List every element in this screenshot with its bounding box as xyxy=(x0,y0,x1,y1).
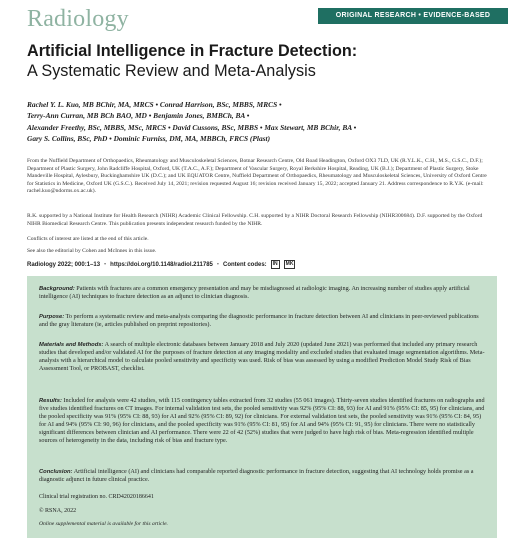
affiliations: From the Nuffield Department of Orthopaedics, Rheumatology and Musculoskeletal Sciences, Botnar Research Centre, Old Road Headington, Oxford OX3 7LD, UK (R.Y.L.K., C.H., M.S., G.S.C., D.F.); Department of Plastic Surgery, John Radcliffe Hospital, Oxford, UK (T.A.C., A.F.); Department of Vascular Surgery, Royal Berkshire Hospital, Reading, UK (B.J.); Department of Plastic Surgery, Stoke Mandeville Hospital, Aylesbury, Buckinghamshire UK (D.C.); and UK EQUATOR Centre, Nuffield Department of Orthopaedics, Rheumatology and Musculoskeletal Sciences, University of Oxford Centre for Statistics in Medicine, Oxford UK (G.S.C.). Received July 14, 2021; revision requested August 16; revision received January 15, 2022; accepted January 21. Address correspondence to R.Y.K. (e-mail: rachel.kuo@ndorms.ox.ac.uk). xyxy=(27,158,487,195)
methods-text: A search of multiple electronic databases between January 2018 and July 2020 (updated June 2021) was performed that included any primary research studies that developed and/or validated AI for the purposes of fracture detection at any imaging modality and excluded studies that evaluated image segmentation algorithms. Meta-analysis with a hierarchical model to calculate pooled sensitivity and specificity was used. Risk of bias was assessed by using a modified Prediction Model Study Risk of Bias Assessment Tool, or PROBAST, checklist. xyxy=(39,341,485,373)
background-label: Background: xyxy=(39,286,75,292)
article-title: Artificial Intelligence in Fracture Detection: xyxy=(27,42,358,60)
abstract-results xyxy=(39,397,487,446)
journal-reference: Radiology 2022; 000:1–13 xyxy=(27,261,101,268)
author-line: Terry-Ann Curran, MB BCh BAO, MD • Benjamin Jones, BMBCh, BA • xyxy=(27,111,250,121)
background-text: Patients with fractures are a common emergency presentation and may be misdiagnosed at radiologic imaging. An increasing number of studies apply artificial intelligence (AI) techniques to fracture detection as an adjunct to clinician diagnosis. xyxy=(39,285,470,301)
author-list xyxy=(27,99,487,145)
abstract-conclusion xyxy=(39,468,487,484)
methods-label: Materials and Methods: xyxy=(39,342,104,348)
copyright: © RSNA, 2022 xyxy=(39,508,77,514)
abstract-methods xyxy=(39,341,487,373)
conclusion-label: Conclusion: xyxy=(39,469,73,475)
article-subtitle: A Systematic Review and Meta-Analysis xyxy=(27,62,316,80)
editorial-note: See also the editorial by Cohen and McInnes in this issue. xyxy=(27,248,157,254)
journal-logo: Radiology xyxy=(27,6,129,32)
supplemental-note: Online supplemental material is available for this article. xyxy=(39,521,168,527)
content-codes-label: Content codes: xyxy=(222,261,267,268)
header-bar xyxy=(0,0,508,34)
author-line: Alexander Freethy, BSc, MBBS, MSc, MRCS • David Cussons, BSc, MBBS • Max Stewart, MB BChir, BA • xyxy=(27,122,357,132)
separator: • xyxy=(104,261,107,268)
abstract-purpose xyxy=(39,313,487,329)
separator: • xyxy=(216,261,219,268)
results-label: Results: xyxy=(39,398,62,404)
citation-line xyxy=(27,260,487,269)
results-text: Included for analysis were 42 studies, with 115 contingency tables extracted from 32 studies (55 061 images). Thirty-seven studies identified fractures on radiographs and five studies identified fractures on CT images. For internal validation test sets, the pooled sensitivity was 92% (95% CI: 88, 93) for AI and 91% (95% CI: 85, 95) for clinicians, and the pooled specificity was 91% (95% CI: 88, 93) for AI and 92% (95% CI: 89, 92) for clinicians. For external validation test sets, the pooled sensitivity was 91% (95% CI: 84, 95) for AI and 94% (95% CI: 90, 96) for clinicians, and the pooled specificity was 91% (95% CI: 81, 95) for AI and 94% (95% CI: 91, 95) for clinicians. There were no statistically significant differences between clinician and AI performance. There were 22 of 42 (52%) studies that were judged to have high risk of bias. Meta-regression identified multiple sources of heterogeneity in the data, including risk of bias and fracture type. xyxy=(39,397,485,445)
funding-statement: R.K. supported by a National Institute for Health Research (NIHR) Academic Clinical Fellowship. C.H. supported by a NIHR Doctoral Research Fellowship (NIHR300684). D.F. supported by the Oxford NIHR Biomedical Research Centre. This publication presents independent research funded by the NIHR. xyxy=(27,213,483,227)
purpose-label: Purpose: xyxy=(39,314,65,320)
section-tag: ORIGINAL RESEARCH • EVIDENCE-BASED PRACTICE xyxy=(318,8,508,24)
doi-link[interactable]: https://doi.org/10.1148/radiol.211785 xyxy=(110,261,213,268)
trial-registration: Clinical trial registration no. CRD42020186641 xyxy=(39,494,154,500)
conflicts-note: Conflicts of interest are listed at the end of this article. xyxy=(27,236,149,242)
content-code-badge: MK xyxy=(285,261,294,267)
abstract-box xyxy=(27,276,497,538)
content-code-badge: IN xyxy=(272,261,278,267)
conclusion-text: Artificial intelligence (AI) and clinicians had comparable reported diagnostic performance in fracture detection, suggesting that AI technology holds promise as a diagnostic adjunct in future clinical practice. xyxy=(39,468,474,484)
author-line: Gary S. Collins, BSc, PhD • Dominic Furniss, DM, MA, MBBCh, FRCS (Plast) xyxy=(27,134,271,144)
purpose-text: To perform a systematic review and meta-analysis comparing the diagnostic performance in fracture detection between AI and clinicians in peer-reviewed publications and the gray literature (ie, articles published on preprint repositories). xyxy=(39,313,479,329)
abstract-background xyxy=(39,285,487,301)
author-line: Rachel Y. L. Kuo, MB BChir, MA, MRCS • Conrad Harrison, BSc, MBBS, MRCS • xyxy=(27,100,282,109)
